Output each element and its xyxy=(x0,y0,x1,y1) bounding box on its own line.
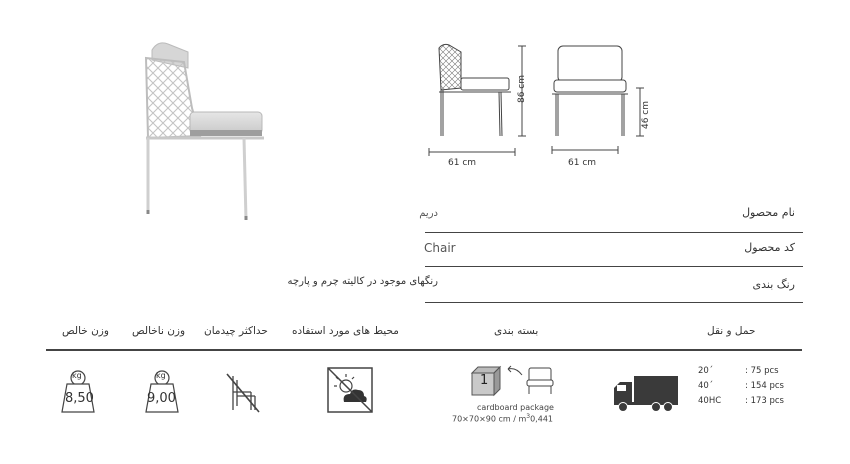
header-net-weight: وزن خالص xyxy=(62,325,109,337)
truck-icon xyxy=(612,374,680,414)
spec-label-product-code: کد محصول xyxy=(744,241,795,254)
spec-divider-3 xyxy=(425,302,803,303)
container-type-20: 20´ xyxy=(698,366,714,376)
spec-label-product-name: نام محصول xyxy=(742,206,795,219)
header-gross-weight: وزن ناخالص xyxy=(132,325,186,337)
front-width-label: 61 cm xyxy=(568,158,597,168)
side-depth-label: 61 cm xyxy=(448,158,477,168)
container-qty-40: : 154 pcs xyxy=(745,381,784,391)
package-type: cardboard package xyxy=(477,403,554,412)
header-usage-environment: محیط های مورد استفاده xyxy=(292,325,399,337)
package-count: 1 xyxy=(480,373,489,388)
header-packaging: بسته بندی xyxy=(494,325,539,337)
container-qty-20: : 75 pcs xyxy=(745,366,779,376)
net-weight-unit: kg xyxy=(72,371,82,380)
package-size xyxy=(452,413,553,424)
gross-weight-unit: kg xyxy=(156,371,166,380)
spec-value-product-name: دریم xyxy=(419,208,438,219)
spec-value-product-code: Chair xyxy=(424,241,456,255)
front-seat-height-label: 46 cm xyxy=(641,100,652,130)
container-type-40hc: 40HC xyxy=(698,396,722,406)
package-size-suffix: 0,441 xyxy=(530,414,553,424)
net-weight-value: 8,50 xyxy=(65,391,94,406)
outdoor-use-icon xyxy=(326,366,374,414)
gross-weight-value: 9,00 xyxy=(147,391,176,406)
spec-label-colors: رنگ بندی xyxy=(752,278,795,291)
side-height-label: 86 cm xyxy=(517,74,528,104)
header-transport: حمل و نقل xyxy=(707,325,756,337)
spec-divider-1 xyxy=(425,232,803,233)
chair-side-illustration xyxy=(128,38,278,224)
arrow-icon xyxy=(504,365,524,377)
package-size-prefix: 70×70×90 cm / m xyxy=(452,414,527,424)
packaged-chair-icon xyxy=(524,366,556,396)
package-size-sup: 3 xyxy=(526,413,531,420)
header-max-stacking: حداکثر چیدمان xyxy=(204,325,268,337)
container-type-40: 40´ xyxy=(698,381,714,391)
spec-divider-2 xyxy=(425,266,803,267)
technical-side-view xyxy=(425,40,540,170)
bottom-divider xyxy=(46,349,802,351)
container-qty-40hc: : 173 pcs xyxy=(745,396,784,406)
no-stacking-icon xyxy=(225,370,261,414)
spec-value-colors: رنگهای موجود در کالیته چرم و پارچه xyxy=(287,276,438,287)
